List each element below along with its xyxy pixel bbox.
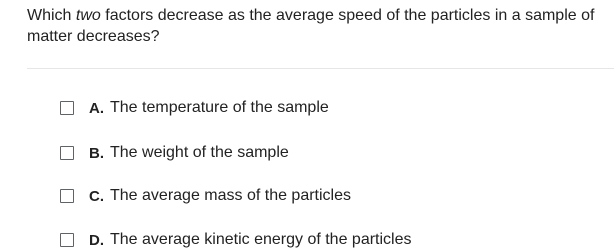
option-a[interactable] <box>60 96 329 120</box>
option-c[interactable] <box>60 184 351 208</box>
option-b[interactable] <box>60 141 289 165</box>
option-letter: D. <box>89 231 104 249</box>
question-suffix: factors decrease as the average speed of the particles in a sample of matter decreases? <box>27 7 595 45</box>
option-text: The average mass of the particles <box>110 187 352 204</box>
option-letter: B. <box>89 144 104 162</box>
option-text: The temperature of the sample <box>110 99 329 116</box>
option-d[interactable] <box>60 228 412 250</box>
question-emphasis: two <box>75 7 101 24</box>
checkbox-icon[interactable] <box>60 101 74 115</box>
checkbox-icon[interactable] <box>60 233 74 247</box>
option-text: The weight of the sample <box>110 144 289 161</box>
checkbox-icon[interactable] <box>60 146 74 160</box>
option-letter: C. <box>89 187 104 205</box>
checkbox-icon[interactable] <box>60 189 74 203</box>
question-prefix: Which <box>27 7 76 24</box>
option-letter: A. <box>89 99 104 117</box>
option-text: The average kinetic energy of the particles <box>110 231 412 248</box>
